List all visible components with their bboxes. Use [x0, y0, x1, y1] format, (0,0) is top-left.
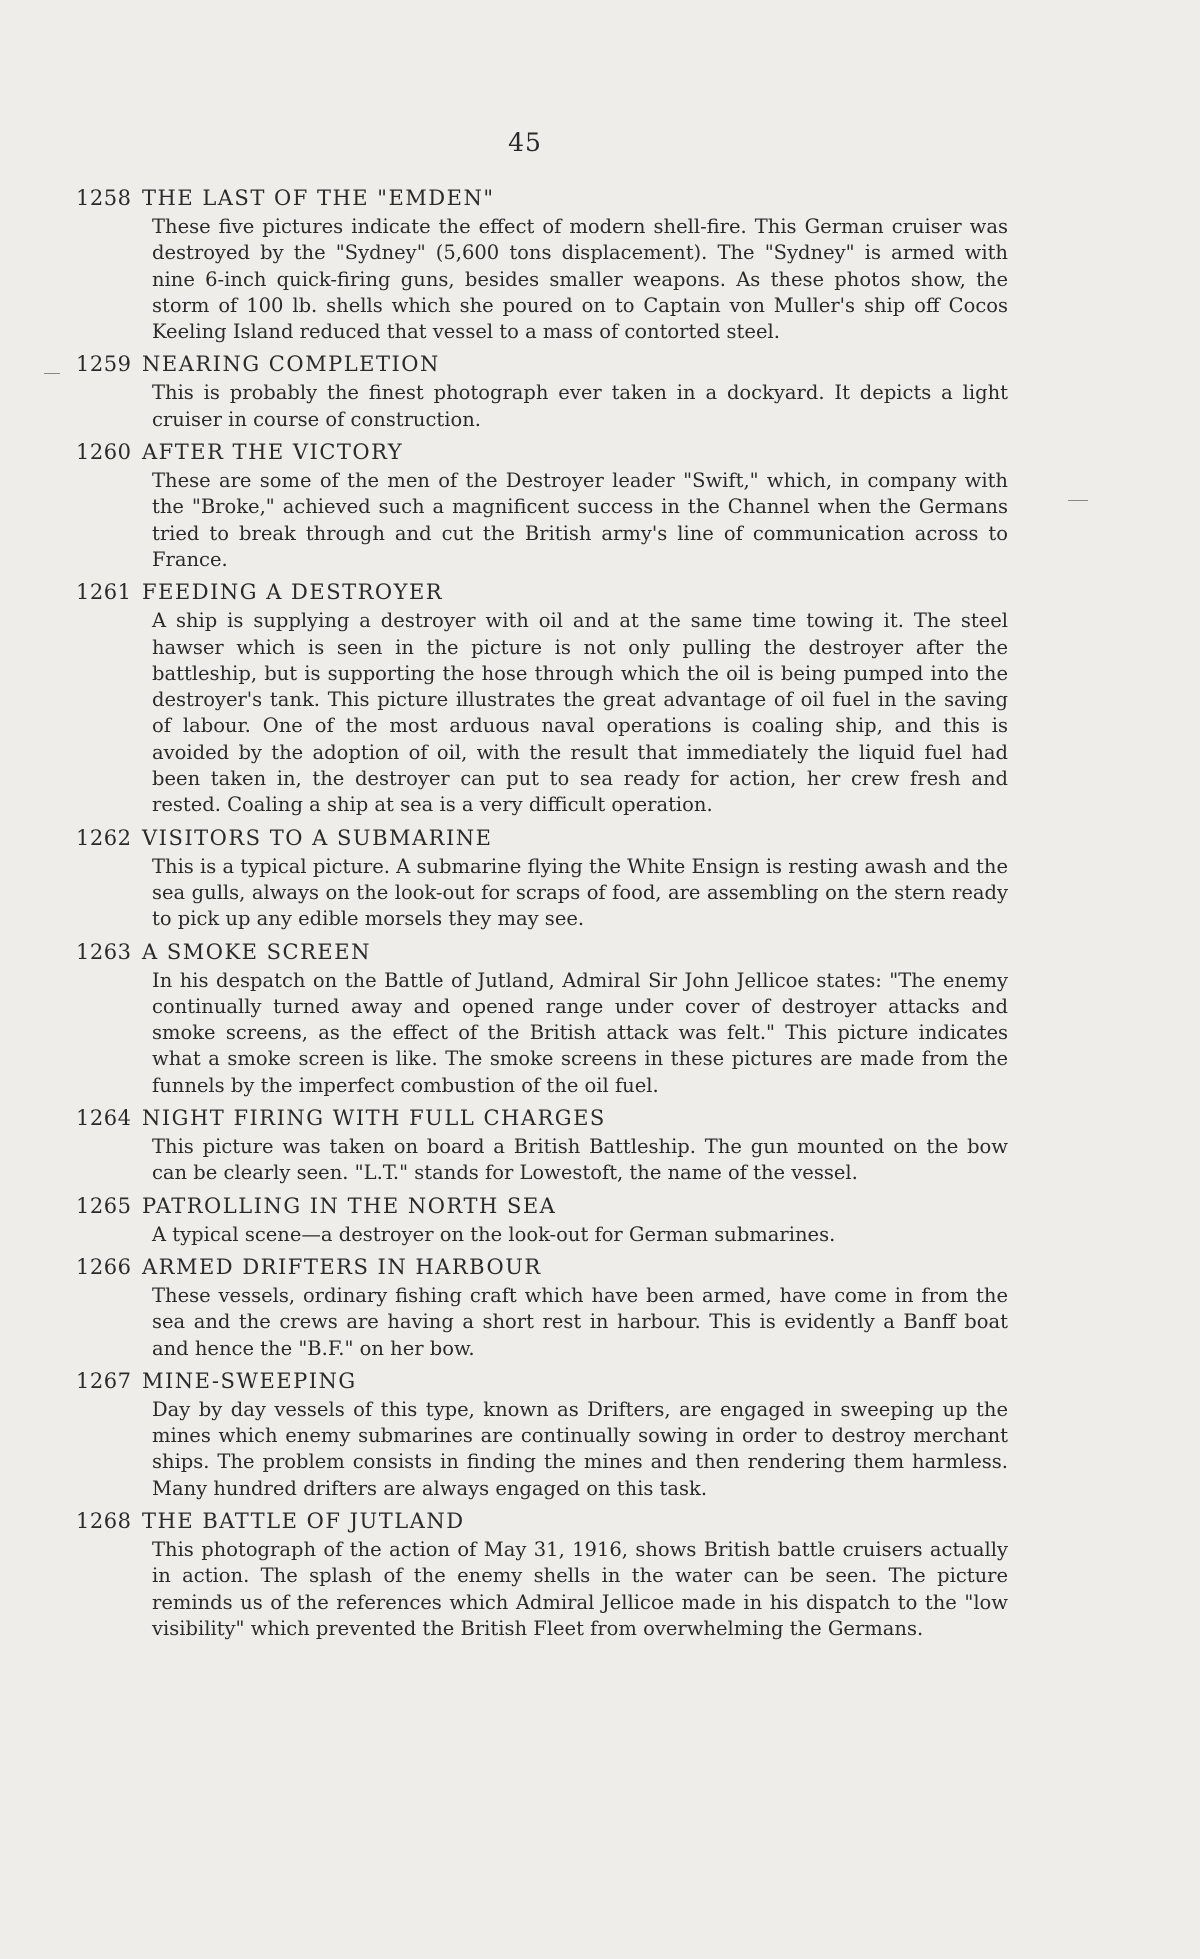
entry	[76, 1369, 1008, 1502]
entry-number: 1267	[76, 1368, 132, 1393]
entry-title: NIGHT FIRING WITH FULL CHARGES	[142, 1106, 606, 1131]
entry	[76, 440, 1008, 573]
page-number: 45	[508, 128, 542, 157]
entry	[76, 1509, 1008, 1642]
entry-title: THE BATTLE OF JUTLAND	[142, 1508, 465, 1533]
entry	[76, 826, 1008, 933]
entry	[76, 186, 1008, 345]
entry-title: NEARING COMPLETION	[142, 352, 440, 377]
entry-number: 1258	[76, 186, 132, 210]
entry-heading	[76, 1255, 1008, 1283]
entry	[76, 580, 1008, 818]
entry-heading	[76, 1194, 1008, 1222]
entry	[76, 1194, 1008, 1248]
entry-heading	[76, 1106, 1008, 1134]
entry-number: 1259	[76, 352, 132, 377]
entry-description: These five pictures indicate the effect of modern shell-fire. This German cruiser was destroyed by the "Sydney" (5,600 tons displacement). The "Sydney" is armed with nine 6-inch quick-firing guns, besides smaller weapons. As these photos show, the storm of 100 lb. shells which she poured on to Captain von Muller's ship off Cocos Keeling Island reduced that vessel to a mass of contorted steel.	[152, 215, 1008, 344]
entry-heading	[76, 1509, 1008, 1537]
entry	[76, 352, 1008, 433]
entry-heading	[76, 352, 1008, 380]
entry-title: AFTER THE VICTORY	[142, 440, 404, 465]
entry-heading	[76, 940, 1008, 968]
margin-mark-right	[1068, 500, 1088, 501]
entry-description: A typical scene—a destroyer on the look-out for German submarines.	[152, 1222, 836, 1246]
entry-title: THE LAST OF THE "EMDEN"	[142, 186, 495, 210]
entry-description: In his despatch on the Battle of Jutland, Admiral Sir John Jellicoe states: "The enemy continually turned away and opened range under cover of destroyer attacks and smoke screens, as the effect of the British attack was felt." This picture indicates what a smoke screen is like. The smoke screens in these pictures are made from the funnels by the imperfect combustion of the oil fuel.	[152, 968, 1008, 1097]
entry-heading	[76, 186, 1008, 214]
entry-description: This picture was taken on board a British Battleship. The gun mounted on the bow can be clearly seen. "L.T." stands for Lowestoft, the name of the vessel.	[152, 1135, 1008, 1185]
entry-number: 1265	[76, 1193, 132, 1218]
entry-number: 1262	[76, 825, 132, 850]
entry-title: ARMED DRIFTERS IN HARBOUR	[142, 1254, 542, 1279]
entry-title: PATROLLING IN THE NORTH SEA	[142, 1193, 557, 1218]
entry-number: 1261	[76, 580, 132, 605]
entry-description: These vessels, ordinary fishing craft which have been armed, have come in from the sea and the crews are having a short rest in harbour. This is evidently a Banff boat and hence the "B.F." on her bow.	[152, 1283, 1008, 1360]
entry-title: MINE-SWEEPING	[142, 1368, 357, 1393]
entry-heading	[76, 580, 1008, 608]
entry	[76, 940, 1008, 1099]
entry-number: 1260	[76, 440, 132, 465]
entry-number: 1263	[76, 939, 132, 964]
entry-description: This is a typical picture. A submarine flying the White Ensign is resting awash and the sea gulls, always on the look-out for scraps of food, are assembling on the stern ready to pick up any edible morsels they may see.	[152, 854, 1008, 931]
entry-description: This photograph of the action of May 31, 1916, shows British battle cruisers actually in action. The splash of the enemy shells in the water can be seen. The picture reminds us of the references which Admiral Jellicoe made in his dispatch to the "low visibility" which prevented the British Fleet from overwhelming the Germans.	[152, 1537, 1008, 1640]
entry-title: A SMOKE SCREEN	[142, 939, 371, 964]
entry-description: Day by day vessels of this type, known as Drifters, are engaged in sweeping up the mines which enemy submarines are continually sowing in order to destroy merchant ships. The problem consists in finding the mines and then rendering them harmless. Many hundred drifters are always engaged on this task.	[152, 1397, 1008, 1500]
entry-heading	[76, 440, 1008, 468]
margin-mark-left	[44, 373, 60, 374]
entry-number: 1266	[76, 1254, 132, 1279]
entry-heading	[76, 1369, 1008, 1397]
entry-heading	[76, 826, 1008, 854]
entry-description: This is probably the finest photograph ever taken in a dockyard. It depicts a light cruiser in course of construction.	[152, 381, 1008, 431]
entry-description: These are some of the men of the Destroyer leader "Swift," which, in company with the "Broke," achieved such a magnificent success in the Channel when the Germans tried to break through and cut the British army's line of communication across to France.	[152, 469, 1008, 571]
entry	[76, 1106, 1008, 1187]
entry-title: FEEDING A DESTROYER	[142, 580, 444, 605]
entry-number: 1268	[76, 1508, 132, 1533]
entry-description: A ship is supplying a destroyer with oil and at the same time towing it. The steel hawser which is seen in the picture is not only pulling the destroyer after the battleship, but is supporting the hose through which the oil is being pumped into the destroyer's tank. This picture illustrates the great advantage of oil fuel in the saving of labour. One of the most arduous naval operations is coaling ship, and this is avoided by the adoption of oil, with the result that immediately the liquid fuel had been taken in, the destroyer can put to sea ready for action, her crew fresh and rested. Coaling a ship at sea is a very difficult operation.	[152, 609, 1008, 817]
entry	[76, 1255, 1008, 1362]
entry-number: 1264	[76, 1106, 132, 1131]
entry-list	[76, 186, 1008, 1649]
entry-title: VISITORS TO A SUBMARINE	[142, 825, 493, 850]
